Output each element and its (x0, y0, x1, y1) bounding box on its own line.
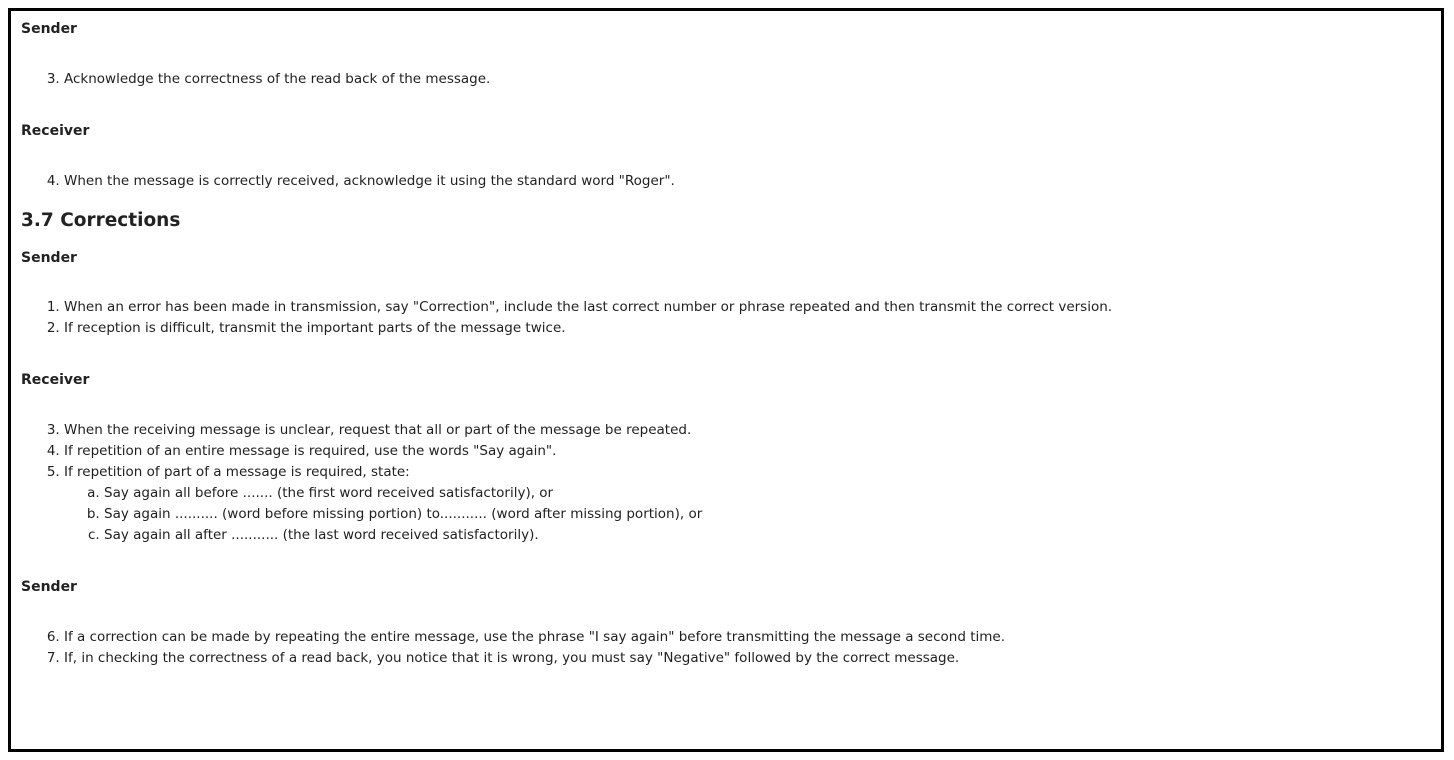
role-label-sender: Sender (21, 250, 77, 266)
receiver-steps-list (21, 420, 1431, 546)
document-content (21, 19, 1431, 669)
list-item: 6. If a correction can be made by repeating the entire message, use the phrase "I say again" before transmitting the message a second time. (64, 627, 1431, 648)
list-item: 3. When the receiving message is unclear, request that all or part of the message be repeated. (64, 420, 1431, 441)
list-item (64, 462, 1431, 546)
repeat-options-list (64, 483, 1431, 546)
role-label-receiver: Receiver (21, 372, 90, 388)
list-subitem: a. Say again all before ....... (the first word received satisfactorily), or (104, 483, 1431, 504)
sender-steps-list (21, 69, 1431, 90)
list-item-text: If repetition of part of a message is required, state: (64, 464, 410, 480)
list-item: 7. If, in checking the correctness of a read back, you notice that it is wrong, you must say "Negative" followed by the correct message. (64, 648, 1431, 669)
receiver-steps-list (21, 171, 1431, 192)
sender-steps-list (21, 627, 1431, 669)
role-label-sender: Sender (21, 579, 77, 595)
section-heading: 3.7 Corrections (21, 210, 181, 231)
list-subitem: b. Say again .......... (word before missing portion) to........... (word after missing portion), or (104, 504, 1431, 525)
list-item: 2. If reception is difficult, transmit the important parts of the message twice. (64, 318, 1431, 339)
list-item: 1. When an error has been made in transmission, say "Correction", include the last correct number or phrase repeated and then transmit the correct version. (64, 297, 1431, 318)
sender-steps-list (21, 297, 1431, 339)
document-frame (8, 8, 1444, 752)
list-item: 4. When the message is correctly received, acknowledge it using the standard word "Roger". (64, 171, 1431, 192)
role-label-sender: Sender (21, 21, 77, 37)
role-label-receiver: Receiver (21, 123, 90, 139)
list-item: 3. Acknowledge the correctness of the read back of the message. (64, 69, 1431, 90)
list-subitem: c. Say again all after ........... (the last word received satisfactorily). (104, 525, 1431, 546)
list-item: 4. If repetition of an entire message is required, use the words "Say again". (64, 441, 1431, 462)
